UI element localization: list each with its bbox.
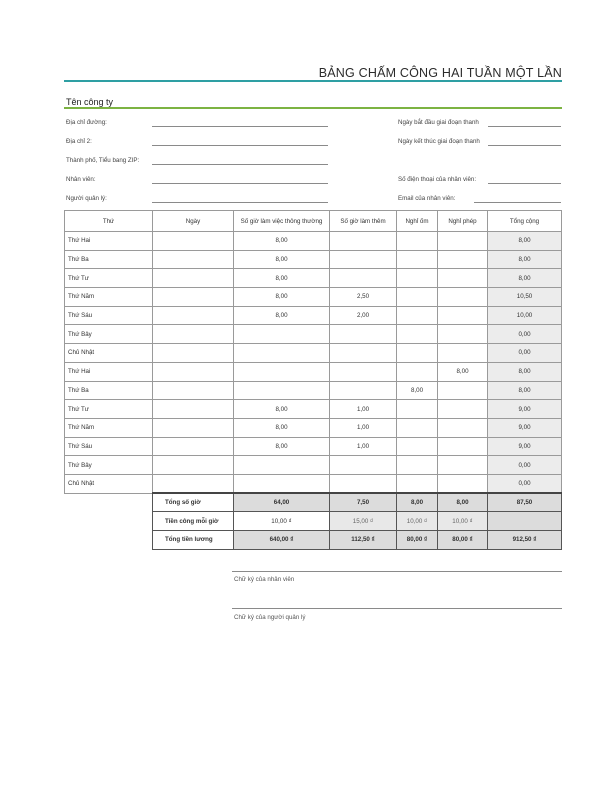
table-row [65,232,562,251]
cell-date[interactable] [153,232,234,251]
cell-vacation[interactable] [438,456,488,475]
cell-date[interactable] [153,418,234,437]
cell-overtime[interactable] [330,456,397,475]
company-name[interactable]: Tên công ty [66,97,114,107]
cell-total[interactable]: 8,00 [488,362,562,381]
title-rule [64,80,562,82]
table-row [65,269,562,288]
cell-vacation[interactable] [438,381,488,400]
cell-regular-hours[interactable] [234,362,330,381]
cell-day[interactable]: Thứ Bảy [65,325,153,344]
cell-day[interactable]: Thứ Năm [65,288,153,307]
cell-date[interactable] [153,362,234,381]
cell-day[interactable]: Thứ Ba [65,381,153,400]
summary-value-regular-hours[interactable]: 10,00 ₫ [234,512,330,531]
street-address-label: Địa chỉ đường: [66,119,107,126]
cell-vacation[interactable] [438,474,488,493]
cell-total[interactable]: 0,00 [488,325,562,344]
summary-value-total[interactable] [488,512,562,531]
cell-vacation[interactable] [438,418,488,437]
cell-date[interactable] [153,288,234,307]
cell-sick[interactable] [397,362,438,381]
cell-vacation[interactable] [438,288,488,307]
cell-regular-hours[interactable] [234,456,330,475]
cell-regular-hours[interactable] [234,474,330,493]
summary-label: Tổng tiền lương [153,531,234,550]
cell-sick[interactable] [397,418,438,437]
cell-regular-hours[interactable] [234,344,330,363]
table-row [65,437,562,456]
pay-period-start-label: Ngày bắt đầu giai đoạn thanh [398,119,479,126]
cell-date[interactable] [153,456,234,475]
address-2-label: Địa chỉ 2: [66,138,92,145]
header-regular-hours: Số giờ làm việc thông thường [234,211,330,232]
summary-value-vacation[interactable]: 10,00 ₫ [438,512,488,531]
manager-label: Người quản lý: [66,195,107,202]
cell-sick[interactable] [397,269,438,288]
summary-value-overtime: 7,50 [330,493,397,512]
table-row [65,250,562,269]
cell-total[interactable]: 8,00 [488,269,562,288]
table-row [65,418,562,437]
cell-day[interactable]: Thứ Tư [65,400,153,419]
cell-overtime[interactable] [330,381,397,400]
cell-vacation[interactable] [438,400,488,419]
header-overtime: Số giờ làm thêm [330,211,397,232]
cell-vacation[interactable] [438,306,488,325]
employee-signature-line[interactable] [232,571,562,572]
summary-spacer [65,512,153,531]
cell-date[interactable] [153,306,234,325]
summary-value-overtime: 112,50 ₫ [330,531,397,550]
cell-day[interactable]: Thứ Bảy [65,456,153,475]
city-state-zip-field[interactable] [152,164,328,165]
cell-day[interactable]: Thứ Hai [65,362,153,381]
cell-day[interactable]: Thứ Hai [65,232,153,251]
employee-signature-label: Chữ ký của nhân viên [234,576,295,583]
city-state-zip-label: Thành phố, Tiểu bang ZIP: [66,157,140,164]
employee-label: Nhân viên: [66,176,96,183]
cell-regular-hours[interactable]: 8,00 [234,306,330,325]
cell-total[interactable]: 8,00 [488,250,562,269]
table-header-row [65,211,562,232]
employee-phone-label: Số điện thoại của nhân viên: [398,176,477,183]
employee-email-field[interactable] [474,202,561,203]
pay-period-start-field[interactable] [488,126,561,127]
header-date: Ngày [153,211,234,232]
employee-email-label: Email của nhân viên: [398,195,456,202]
summary-row-total-hours [65,493,562,512]
cell-regular-hours[interactable]: 8,00 [234,250,330,269]
cell-overtime[interactable] [330,250,397,269]
summary-value-sick: 8,00 [397,493,438,512]
table-row [65,400,562,419]
cell-day[interactable]: Thứ Sáu [65,437,153,456]
cell-regular-hours[interactable]: 8,00 [234,400,330,419]
cell-total[interactable]: 10,00 [488,306,562,325]
company-rule [64,107,562,109]
cell-overtime[interactable]: 1,00 [330,400,397,419]
manager-signature-label: Chữ ký của người quản lý [234,614,306,621]
pay-period-end-field[interactable] [488,145,561,146]
cell-day[interactable]: Thứ Ba [65,250,153,269]
cell-regular-hours[interactable] [234,381,330,400]
cell-total[interactable]: 10,50 [488,288,562,307]
cell-sick[interactable] [397,474,438,493]
address-2-field[interactable] [152,145,328,146]
cell-total[interactable]: 0,00 [488,344,562,363]
summary-value-regular-hours: 640,00 ₫ [234,531,330,550]
summary-label: Tiền công mỗi giờ [153,512,234,531]
cell-sick[interactable] [397,456,438,475]
summary-label: Tổng số giờ [153,493,234,512]
hours-table [64,210,562,550]
cell-vacation[interactable] [438,269,488,288]
cell-overtime[interactable] [330,344,397,363]
summary-row-hourly-rate [65,512,562,531]
header-day: Thứ [65,211,153,232]
summary-value-vacation: 8,00 [438,493,488,512]
cell-date[interactable] [153,400,234,419]
cell-sick[interactable] [397,437,438,456]
cell-vacation[interactable] [438,344,488,363]
summary-value-sick: 80,00 ₫ [397,531,438,550]
manager-field[interactable] [152,202,328,203]
summary-value-total: 87,50 [488,493,562,512]
cell-date[interactable] [153,437,234,456]
header-total: Tổng cộng [488,211,562,232]
cell-regular-hours[interactable] [234,325,330,344]
table-row [65,474,562,493]
cell-sick[interactable] [397,400,438,419]
cell-overtime[interactable] [330,474,397,493]
cell-day[interactable]: Thứ Năm [65,418,153,437]
table-row [65,306,562,325]
cell-sick[interactable] [397,288,438,307]
cell-total[interactable]: 9,00 [488,418,562,437]
cell-date[interactable] [153,325,234,344]
cell-regular-hours[interactable]: 8,00 [234,269,330,288]
cell-vacation[interactable] [438,325,488,344]
summary-row-total-pay [65,531,562,550]
cell-date[interactable] [153,269,234,288]
cell-sick[interactable] [397,325,438,344]
cell-date[interactable] [153,474,234,493]
cell-regular-hours[interactable]: 8,00 [234,288,330,307]
manager-signature-line[interactable] [232,608,562,609]
cell-overtime[interactable]: 2,50 [330,288,397,307]
summary-value-total: 912,50 ₫ [488,531,562,550]
cell-total[interactable]: 0,00 [488,456,562,475]
table-row [65,456,562,475]
cell-total[interactable]: 9,00 [488,400,562,419]
cell-vacation[interactable] [438,437,488,456]
cell-overtime[interactable] [330,362,397,381]
cell-sick[interactable]: 8,00 [397,381,438,400]
cell-total[interactable]: 8,00 [488,232,562,251]
employee-phone-field[interactable] [488,183,561,184]
table-row [65,344,562,363]
cell-overtime[interactable]: 1,00 [330,418,397,437]
cell-total[interactable]: 9,00 [488,437,562,456]
street-address-field[interactable] [152,126,328,127]
table-row [65,362,562,381]
cell-overtime[interactable]: 1,00 [330,437,397,456]
cell-day[interactable]: Chủ Nhật [65,344,153,363]
cell-total[interactable]: 0,00 [488,474,562,493]
cell-date[interactable] [153,344,234,363]
cell-vacation[interactable]: 8,00 [438,362,488,381]
cell-regular-hours[interactable]: 8,00 [234,418,330,437]
cell-overtime[interactable]: 2,00 [330,306,397,325]
cell-sick[interactable] [397,250,438,269]
table-row [65,288,562,307]
table-row [65,381,562,400]
cell-date[interactable] [153,250,234,269]
header-sick: Nghỉ ốm [397,211,438,232]
cell-vacation[interactable] [438,250,488,269]
cell-sick[interactable] [397,344,438,363]
cell-total[interactable]: 8,00 [488,381,562,400]
cell-sick[interactable] [397,232,438,251]
cell-day[interactable]: Chủ Nhật [65,474,153,493]
summary-spacer [65,531,153,550]
cell-sick[interactable] [397,306,438,325]
document-title: BẢNG CHẤM CÔNG HAI TUẦN MỘT LẦN [318,66,562,80]
cell-regular-hours[interactable]: 8,00 [234,437,330,456]
cell-overtime[interactable] [330,232,397,251]
summary-value-regular-hours: 64,00 [234,493,330,512]
summary-value-vacation: 80,00 ₫ [438,531,488,550]
summary-value-overtime[interactable]: 15,00 ₫ [330,512,397,531]
pay-period-end-label: Ngày kết thúc giai đoạn thanh [398,138,480,145]
cell-overtime[interactable] [330,325,397,344]
table-row [65,325,562,344]
cell-regular-hours[interactable]: 8,00 [234,232,330,251]
summary-value-sick[interactable]: 10,00 ₫ [397,512,438,531]
employee-field[interactable] [152,183,328,184]
cell-day[interactable]: Thứ Sáu [65,306,153,325]
cell-overtime[interactable] [330,269,397,288]
cell-vacation[interactable] [438,232,488,251]
cell-day[interactable]: Thứ Tư [65,269,153,288]
header-vacation: Nghỉ phép [438,211,488,232]
summary-spacer [65,493,153,512]
cell-date[interactable] [153,381,234,400]
